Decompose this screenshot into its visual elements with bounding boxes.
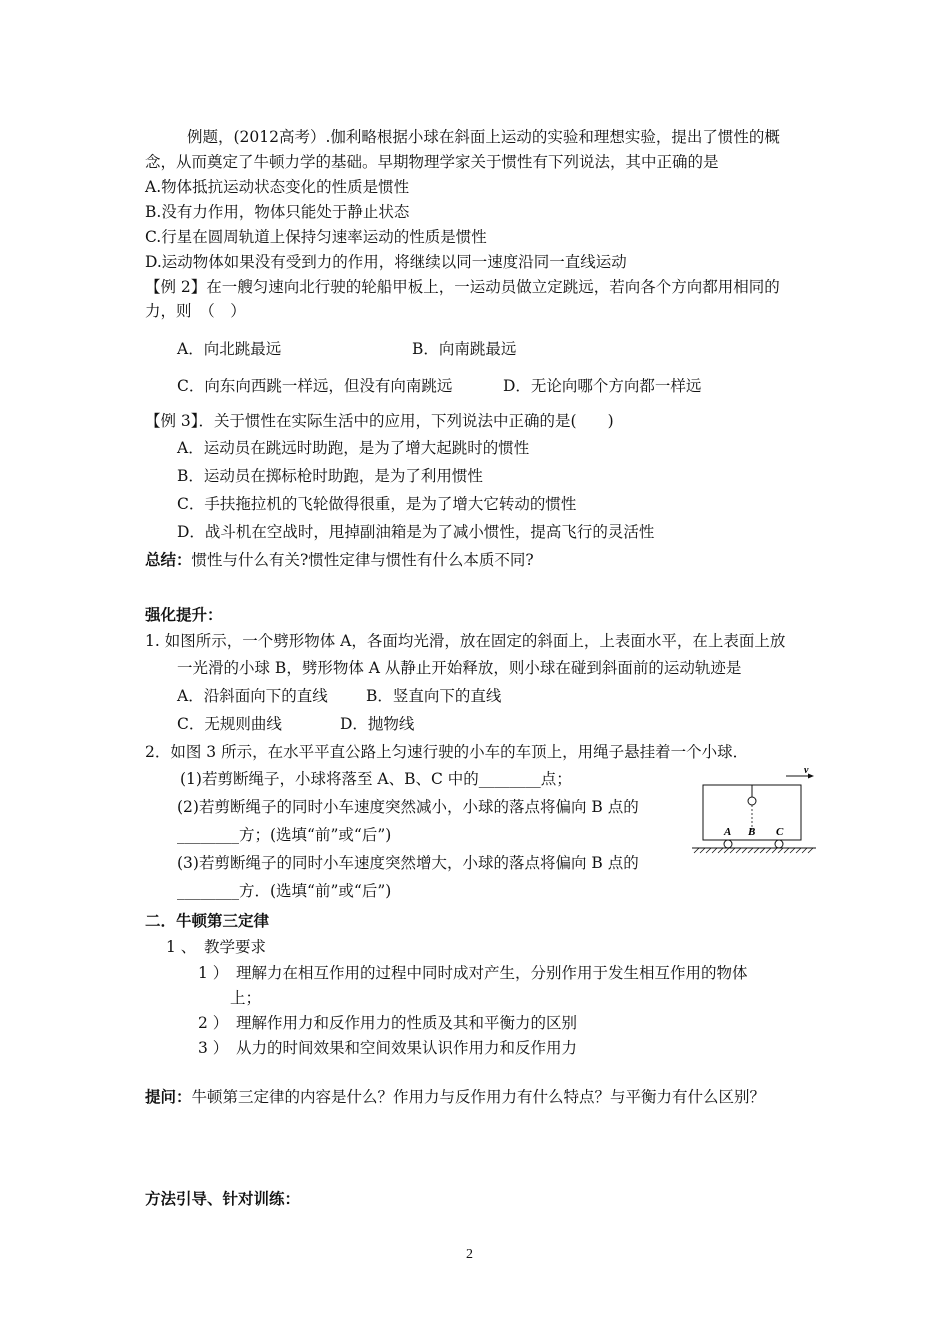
point-c-label: C — [776, 826, 784, 838]
example-2-option-c: C．向东向西跳一样远，但没有向南跳远 — [177, 377, 453, 395]
example-2-option-b: B．向南跳最远 — [412, 340, 517, 358]
example-2-stem-line-2: 力，则 （ ） — [145, 302, 246, 320]
reinforce-q1-option-c: C．无规则曲线 — [177, 715, 282, 733]
reinforce-q2-part-2a: (2)若剪断绳子的同时小车速度突然减小，小球的落点将偏向 B 点的 — [177, 798, 639, 816]
reinforce-q1-line-2: 一光滑的小球 B，劈形物体 A 从静止开始释放，则小球在碰到斜面前的运动轨迹是 — [177, 659, 742, 677]
example-3-stem: 【例 3】．关于惯性在实际生活中的应用，下列说法中正确的是( ) — [145, 412, 614, 430]
velocity-label: v — [804, 765, 809, 776]
point-a-label: A — [724, 826, 732, 838]
method-title: 方法引导、针对训练： — [145, 1189, 301, 1208]
reinforce-q1-option-a: A．沿斜面向下的直线 — [177, 687, 328, 705]
requirement-2: 2 ） 理解作用力和反作用力的性质及其和平衡力的区别 — [198, 1014, 578, 1032]
wheel-left — [724, 840, 732, 848]
requirement-1a: 1 ） 理解力在相互作用的过程中同时成对产生，分别作用于发生相互作用的物体 — [198, 964, 748, 982]
example-2-stem-line-1: 【例 2】在一艘匀速向北行驶的轮船甲板上，一运动员做立定跳远，若向各个方向都用相同的 — [145, 278, 780, 296]
example-3-option-d: D．战斗机在空战时，甩掉副油箱是为了减小惯性，提高飞行的灵活性 — [177, 523, 655, 541]
example-2-option-d: D．无论向哪个方向都一样远 — [503, 377, 702, 395]
requirement-3: 3 ） 从力的时间效果和空间效果认识作用力和反作用力 — [198, 1039, 578, 1057]
question-text: 牛顿第三定律的内容是什么？作用力与反作用力有什么特点？与平衡力有什么区别？ — [191, 1088, 766, 1106]
example-1-option-a: A.物体抵抗运动状态变化的性质是惯性 — [145, 178, 410, 196]
example-1-stem-line-2: 念，从而奠定了牛顿力学的基础。早期物理学家关于惯性有下列说法，其中正确的是 — [145, 153, 719, 171]
requirement-1b: 上； — [230, 989, 262, 1007]
cart-figure — [690, 764, 820, 864]
example-1-stem-line-1: 例题，(2012高考）.伽利略根据小球在斜面上运动的实验和理想实验，提出了惯性的概 — [187, 128, 780, 146]
reinforce-q1-option-d: D．抛物线 — [340, 715, 415, 733]
reinforce-q2-stem: 2．如图 3 所示，在水平平直公路上匀速行驶的小车的车顶上，用绳子悬挂着一个小球． — [145, 743, 749, 761]
section-2-title: 二．牛顿第三定律 — [145, 911, 270, 930]
question-line — [145, 1086, 765, 1108]
example-1-option-d: D.运动物体如果没有受到力的作用，将继续以同一速度沿同一直线运动 — [145, 253, 627, 271]
summary-label: 总结： — [145, 550, 192, 569]
example-3-option-c: C．手扶拖拉机的飞轮做得很重，是为了增大它转动的惯性 — [177, 495, 577, 513]
velocity-arrow-head — [808, 774, 814, 779]
ground-hatching — [694, 848, 813, 853]
summary-text: 惯性与什么有关?惯性定律与惯性有什么本质不同? — [191, 551, 534, 569]
reinforce-q2-part-1: (1)若剪断绳子，小球将落至 A、B、C 中的________点； — [180, 770, 572, 788]
point-b-label: B — [748, 826, 756, 838]
reinforce-q2-part-2b: ________方；(选填“前”或“后”) — [177, 826, 392, 844]
question-label: 提问： — [145, 1087, 192, 1106]
hanging-ball — [748, 797, 756, 805]
reinforce-q2-part-3b: ________方．(选填“前”或“后”) — [177, 882, 392, 900]
reinforce-q1-option-b: B．竖直向下的直线 — [366, 687, 502, 705]
example-2-option-a: A．向北跳最远 — [177, 340, 282, 358]
page-number: 2 — [466, 1247, 473, 1262]
summary-line — [145, 549, 534, 571]
reinforce-q2-part-3a: (3)若剪断绳子的同时小车速度突然增大，小球的落点将偏向 B 点的 — [177, 854, 639, 872]
wheel-right — [775, 840, 783, 848]
section-2-subtitle: 1 、 教学要求 — [166, 938, 267, 956]
example-1-option-c: C.行星在圆周轨道上保持匀速率运动的性质是惯性 — [145, 228, 487, 246]
reinforce-q1-line-1: 1. 如图所示，一个劈形物体 A，各面均光滑，放在固定的斜面上，上表面水平，在上表面上放 — [145, 632, 786, 650]
example-3-option-a: A．运动员在跳远时助跑，是为了增大起跳时的惯性 — [177, 439, 530, 457]
example-3-option-b: B．运动员在掷标枪时助跑，是为了利用惯性 — [177, 467, 483, 485]
example-1-option-b: B.没有力作用，物体只能处于静止状态 — [145, 203, 410, 221]
reinforce-title: 强化提升： — [145, 605, 223, 624]
